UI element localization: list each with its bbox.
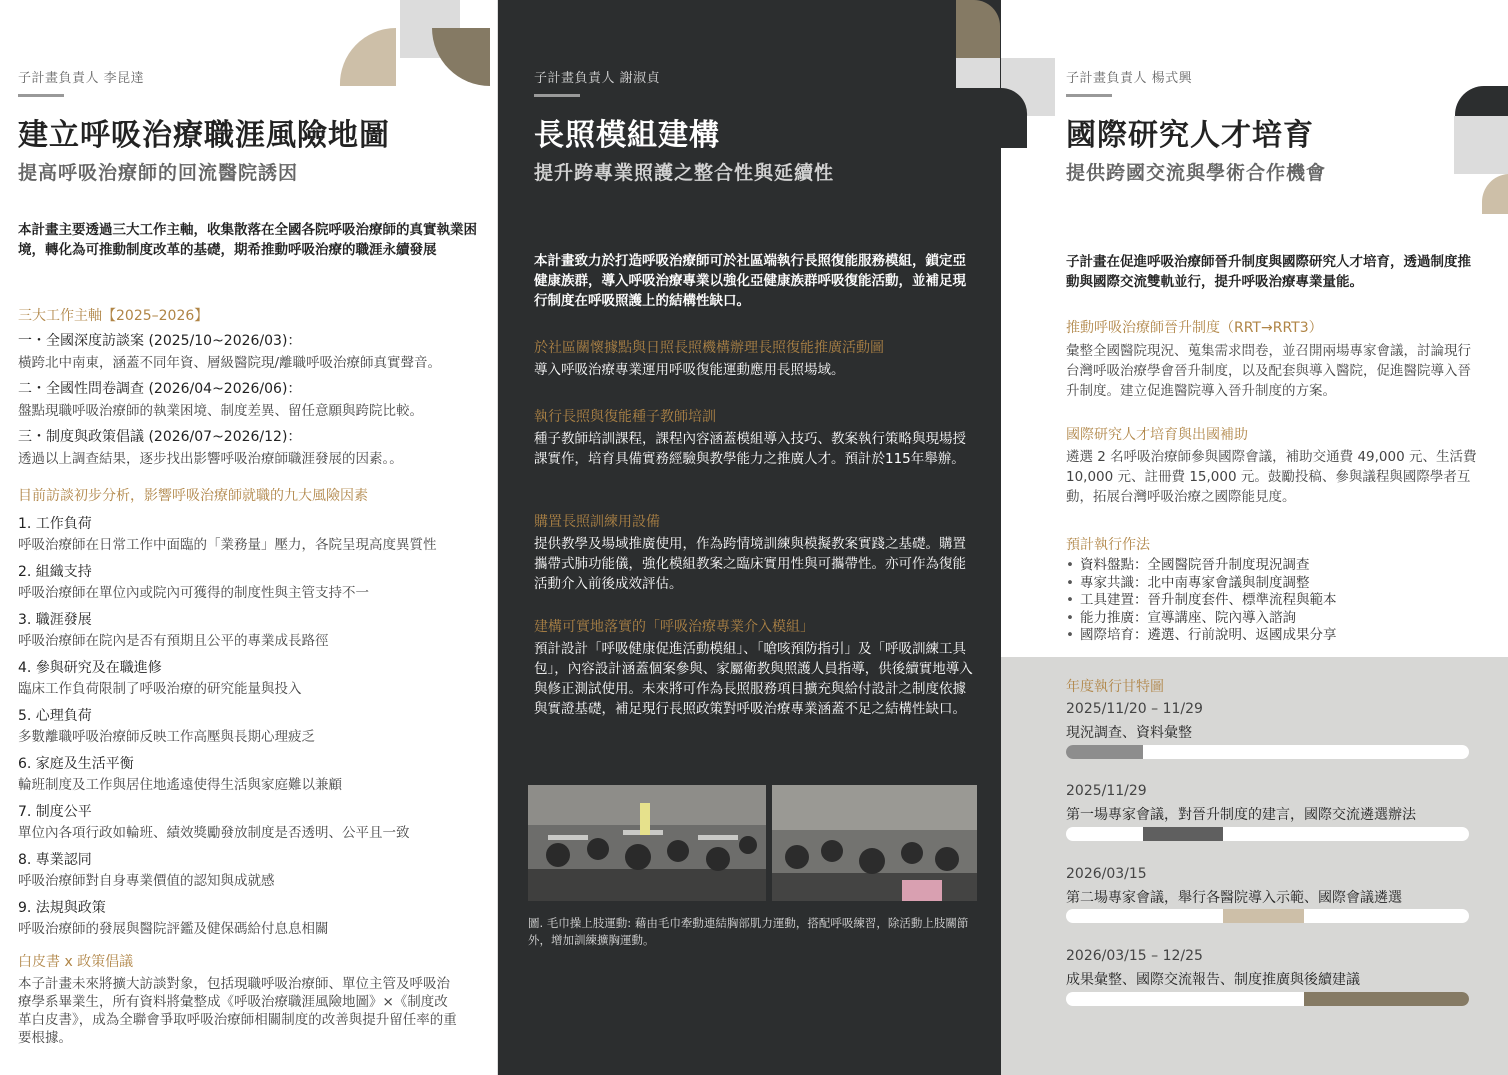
risk-title: 1. 工作負荷	[18, 516, 92, 532]
plan-heading: 預計執行作法	[1066, 537, 1150, 553]
gantt-bar	[1223, 909, 1304, 923]
panel-title: 國際研究人才培育	[1066, 118, 1314, 153]
project-lead: 子計畫負責人 謝淑貞	[534, 71, 661, 86]
panel-subtitle: 提高呼吸治療師的回流醫院誘因	[18, 162, 299, 184]
panel-international-talent	[1001, 0, 1508, 1075]
axis-text: 透過以上調查結果，逐步找出影響呼吸治療師職涯發展的因素。。	[18, 451, 403, 467]
gantt-bar-track	[1066, 909, 1469, 923]
panel-career-risk	[0, 0, 498, 1075]
panel-subtitle: 提升跨專業照護之整合性與延續性	[534, 162, 835, 184]
risk-title: 7. 制度公平	[18, 804, 92, 820]
list-item: • 能力推廣：宣導講座、院內導入諮詢	[1066, 610, 1336, 628]
risk-title: 9. 法規與政策	[18, 900, 106, 916]
risk-title: 2. 組織支持	[18, 564, 92, 580]
section-heading: 國際研究人才培育與出國補助	[1066, 427, 1248, 443]
gantt-bar-track	[1066, 745, 1469, 759]
decorative-shapes	[1001, 58, 1061, 150]
activity-photo	[528, 785, 766, 901]
risk-text: 多數離職呼吸治療師反映工作高壓與長期心理疲乏	[18, 729, 315, 745]
gantt-bar	[1304, 992, 1469, 1006]
panel-long-term-care	[498, 0, 1001, 1075]
risk-text: 呼吸治療師在院內是否有預期且公平的專業成長路徑	[18, 633, 329, 649]
panel-title: 建立呼吸治療職涯風險地圖	[18, 118, 390, 153]
decorative-shapes	[336, 0, 498, 90]
section-heading: 推動呼吸治療師晉升制度（RRT→RRT3）	[1066, 320, 1323, 336]
divider	[1066, 94, 1112, 97]
axis-title: 三・制度與政策倡議 (2026/07~2026/12)：	[18, 429, 302, 445]
axis-title: 一・全國深度訪談案 (2025/10~2026/03)：	[18, 333, 302, 349]
gantt-task: 現況調查、資料彙整	[1066, 725, 1192, 741]
gantt-task: 成果彙整、國際交流報告、制度推廣與後續建議	[1066, 972, 1360, 988]
gantt-date: 2026/03/15 – 12/25	[1066, 948, 1203, 964]
gantt-task: 第一場專家會議，對晉升制度的建言，國際交流遴選辦法	[1066, 807, 1416, 823]
axis-text: 盤點現職呼吸治療師的執業困境、制度差異、留任意願與跨院比較。	[18, 403, 423, 419]
intro-paragraph: 子計畫在促進呼吸治療師晉升制度與國際研究人才培育，透過制度推動與國際交流雙軌並行，提升呼吸治療專業量能。	[1066, 254, 1471, 290]
section-heading: 建構可實地落實的「呼吸治療專業介入模組」	[534, 619, 814, 635]
section-text: 種子教師培訓課程，課程內容涵蓋模組導入技巧、教案執行策略與現場授課實作，培育具備實務經驗與教學能力之推廣人才。預計於115年舉辦。	[534, 431, 966, 467]
decorative-shapes	[956, 0, 1001, 150]
risk-text: 呼吸治療師在單位內或院內可獲得的制度性與主管支持不一	[18, 585, 369, 601]
risk-text: 呼吸治療師對自身專業價值的認知與成就感	[18, 873, 275, 889]
gantt-task: 第二場專家會議，舉行各醫院導入示範、國際會議遴選	[1066, 890, 1402, 906]
axis-text: 橫跨北中南東，涵蓋不同年資、層級醫院現/離職呼吸治療師真實聲音。	[18, 355, 442, 371]
section-heading: 購置長照訓練用設備	[534, 514, 660, 530]
gantt-bar-track	[1066, 827, 1469, 841]
risk-text: 輪班制度及工作與居住地遙遠使得生活與家庭難以兼顧	[18, 777, 342, 793]
risk-factors-heading: 目前訪談初步分析，影響呼吸治療師就職的九大風險因素	[18, 488, 368, 504]
gantt-bar-track	[1066, 992, 1469, 1006]
section-text: 提供教學及場域推廣使用，作為跨情境訓練與模擬教案實踐之基礎。購置攜帶式肺功能儀，強化模組教案之臨床實用性與可攜帶性。亦可作為復能活動介入前後成效評估。	[534, 536, 966, 592]
risk-text: 臨床工作負荷限制了呼吸治療的研究能量與投入	[18, 681, 302, 697]
divider	[18, 94, 64, 97]
divider	[534, 94, 580, 97]
plan-list	[1066, 557, 1336, 645]
risk-title: 8. 專業認同	[18, 852, 92, 868]
project-lead: 子計畫負責人 李昆達	[18, 71, 145, 86]
gantt-date: 2025/11/29	[1066, 783, 1147, 799]
section-text: 預計設計「呼吸健康促進活動模組」、「嗆咳預防指引」及「呼吸訓練工具包」，內容設計涵蓋個案參與、家屬衛教與照護人員指導，供後續實地導入與修正測試使用。未來將可作為長照服務項目擴充與給付設計之制度依據與實證基礎，補足現行長照政策對呼吸治療專業涵蓋不足之結構性缺口。	[534, 641, 973, 717]
intro-paragraph: 本計畫致力於打造呼吸治療師可於社區端執行長照復能服務模組，鎖定亞健康族群，導入呼吸治療專業以強化亞健康族群呼吸復能活動，並補足現行制度在呼吸照護上的結構性缺口。	[534, 253, 966, 309]
gantt-date: 2026/03/15	[1066, 866, 1147, 882]
section-text: 遴選 2 名呼吸治療師參與國際會議，補助交通費 49,000 元、生活費 10,000 元、註冊費 15,000 元。鼓勵投稿、參與議程與國際學者互動，拓展台灣呼吸治療之國際能見度。	[1066, 449, 1477, 505]
risk-text: 呼吸治療師的發展與醫院評鑑及健保碼給付息息相關	[18, 921, 329, 937]
whitepaper-heading: 白皮書 x 政策倡議	[18, 954, 134, 970]
list-item: • 資料盤點：全國醫院晉升制度現況調查	[1066, 557, 1336, 575]
list-item: • 專家共識：北中南專家會議與制度調整	[1066, 575, 1336, 593]
activity-photo	[772, 785, 977, 901]
list-item: • 國際培育：遴選、行前說明、返國成果分享	[1066, 627, 1336, 645]
photo-caption: 圖. 毛巾操上肢運動: 藉由毛巾牽動連結胸部肌力運動，搭配呼吸練習，除活動上肢關節外，增加訓練擴胸運動。	[528, 916, 969, 947]
panel-title: 長照模組建構	[534, 118, 720, 153]
risk-text: 呼吸治療師在日常工作中面臨的「業務量」壓力，各院呈現高度異質性	[18, 537, 437, 553]
list-item: • 工具建置：晉升制度套件、標準流程與範本	[1066, 592, 1336, 610]
whitepaper-text: 本子計畫未來將擴大訪談對象，包括現職呼吸治療師、單位主管及呼吸治療學系畢業生，所有資料將彙整成《呼吸治療職涯風險地圖》×《制度改革白皮書》，成為全聯會爭取呼吸治療師相關制度的改善與提升留任率的重要根據。	[18, 976, 457, 1046]
risk-title: 3. 職涯發展	[18, 612, 92, 628]
axis-title: 二・全國性問卷調查 (2026/04~2026/06)：	[18, 381, 302, 397]
gantt-bar	[1143, 827, 1224, 841]
project-lead: 子計畫負責人 楊式興	[1066, 71, 1193, 86]
risk-title: 5. 心理負荷	[18, 708, 92, 724]
section-text: 彙整全國醫院現況、蒐集需求問卷，並召開兩場專家會議，討論現行台灣呼吸治療學會晉升制度，以及配套與導入醫院，促進醫院導入晉升制度。建立促進醫院導入晉升制度的方案。	[1066, 343, 1471, 399]
section-text: 導入呼吸治療專業運用呼吸復能運動應用長照場域。	[534, 362, 845, 378]
risk-title: 4. 參與研究及在職進修	[18, 660, 162, 676]
intro-paragraph: 本計畫主要透過三大工作主軸，收集散落在全國各院呼吸治療師的真實執業困境，轉化為可推動制度改革的基礎，期希推動呼吸治療的職涯永續發展	[18, 222, 477, 258]
risk-text: 單位內各項行政如輪班、績效獎勵發放制度是否透明、公平且一致	[18, 825, 410, 841]
gantt-heading: 年度執行甘特圖	[1066, 679, 1164, 695]
decorative-shapes	[1454, 86, 1508, 216]
panel-subtitle: 提供跨國交流與學術合作機會	[1066, 162, 1327, 184]
gantt-date: 2025/11/20 – 11/29	[1066, 701, 1203, 717]
work-axes-heading: 三大工作主軸【2025–2026】	[18, 308, 209, 324]
risk-title: 6. 家庭及生活平衡	[18, 756, 134, 772]
section-heading: 執行長照與復能種子教師培訓	[534, 409, 716, 425]
gantt-bar	[1066, 745, 1143, 759]
section-heading: 於社區關懷據點與日照長照機構辦理長照復能推廣活動圖	[534, 340, 884, 356]
